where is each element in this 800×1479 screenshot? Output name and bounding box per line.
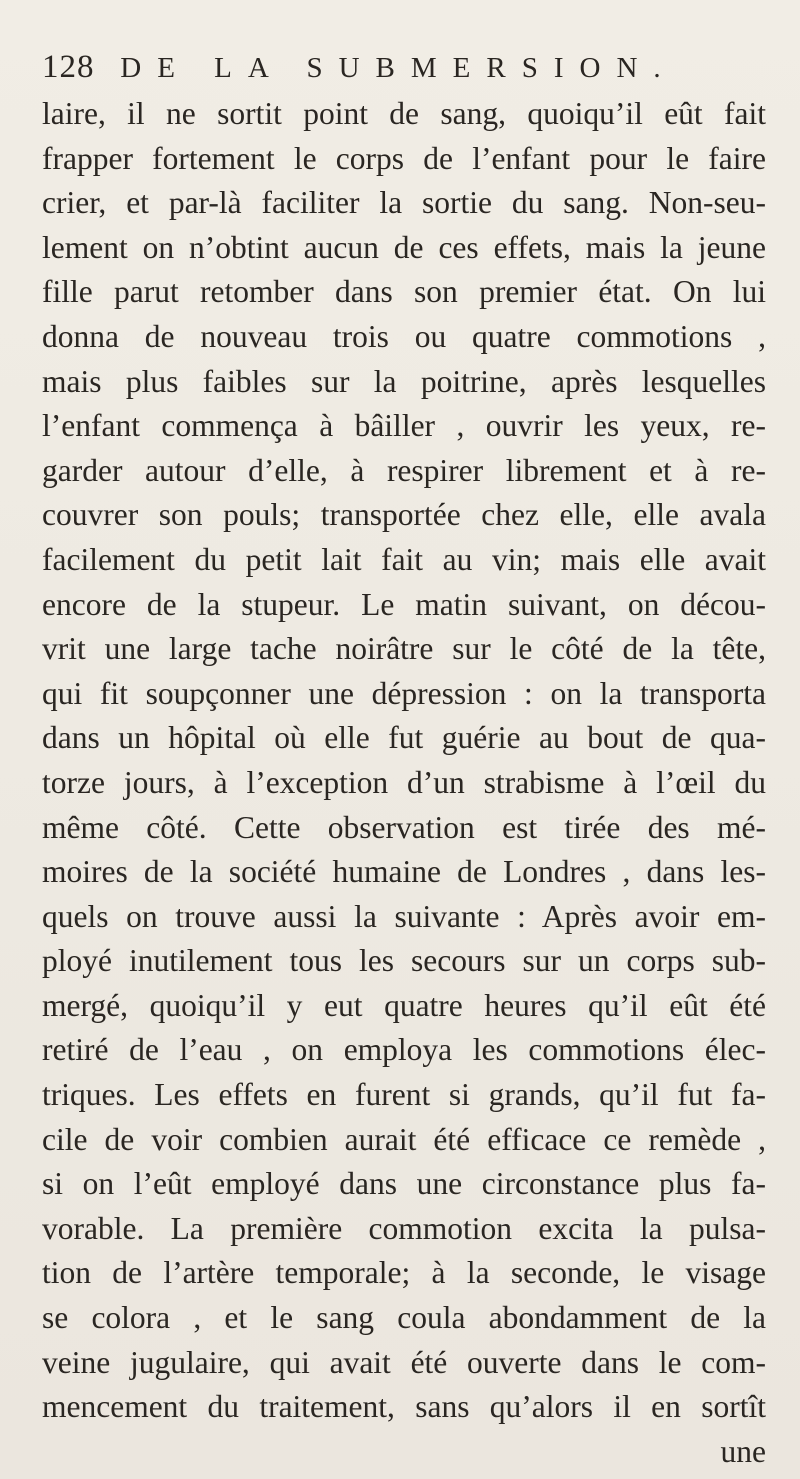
body-text — [42, 92, 766, 1474]
text-line: fille parut retomber dans son premier état. On lui — [42, 274, 766, 310]
text-line: facilement du petit lait fait au vin; mais elle avait — [42, 541, 766, 577]
text-line: frapper fortement le corps de l’enfant pour le faire — [42, 140, 766, 176]
text-line: triques. Les effets en furent si grands, qu’il fut fa- — [42, 1077, 766, 1113]
text-line: qui fit soupçonner une dépression : on la transporta — [42, 675, 766, 711]
text-line: laire, il ne sortit point de sang, quoiqu’il eût fait — [42, 96, 766, 131]
text-line: l’enfant commença à bâiller , ouvrir les yeux, re- — [42, 408, 766, 444]
text-line: veine jugulaire, qui avait été ouverte dans le com- — [42, 1344, 766, 1380]
text-line: si on l’eût employé dans une circonstance plus fa- — [42, 1166, 766, 1202]
text-line: ployé inutilement tous les secours sur un corps sub- — [42, 943, 766, 979]
page-header — [42, 42, 742, 92]
catchword: une — [720, 1433, 766, 1469]
text-line: même côté. Cette observation est tirée des mé- — [42, 809, 766, 845]
text-line: mencement du traitement, sans qu’alors il en sortît — [42, 1389, 766, 1425]
text-line: se colora , et le sang coula abondamment de la — [42, 1300, 766, 1336]
page-number: 128 — [42, 49, 95, 85]
text-line: vrit une large tache noirâtre sur le côté de la tête, — [42, 631, 766, 667]
text-line: moires de la société humaine de Londres , dans les- — [42, 854, 766, 890]
text-line: donna de nouveau trois ou quatre commotions , — [42, 318, 766, 354]
text-line: garder autour d’elle, à respirer librement et à re- — [42, 452, 766, 488]
text-line: vorable. La première commotion excita la pulsa- — [42, 1210, 766, 1246]
text-line: dans un hôpital où elle fut guérie au bout de qua- — [42, 720, 766, 756]
text-line: quels on trouve aussi la suivante : Après avoir em- — [42, 898, 766, 934]
text-line: cile de voir combien aurait été efficace ce remède , — [42, 1121, 766, 1157]
text-line: couvrer son pouls; transportée chez elle, elle avala — [42, 497, 766, 533]
text-line: encore de la stupeur. Le matin suivant, on décou- — [42, 586, 766, 622]
text-line: tion de l’artère temporale; à la seconde, le visage — [42, 1255, 766, 1291]
text-line: mergé, quoiqu’il y eut quatre heures qu’il eût été — [42, 987, 766, 1023]
running-title: DE LA SUBMERSION. — [120, 52, 677, 84]
text-line: lement on n’obtint aucun de ces effets, mais la jeune — [42, 229, 766, 265]
text-line: retiré de l’eau , on employa les commotions élec- — [42, 1032, 766, 1068]
text-line: crier, et par-là faciliter la sortie du sang. Non-seu- — [42, 185, 766, 221]
text-line: mais plus faibles sur la poitrine, après lesquelles — [42, 363, 766, 399]
text-line: torze jours, à l’exception d’un strabisme à l’œil du — [42, 764, 766, 800]
